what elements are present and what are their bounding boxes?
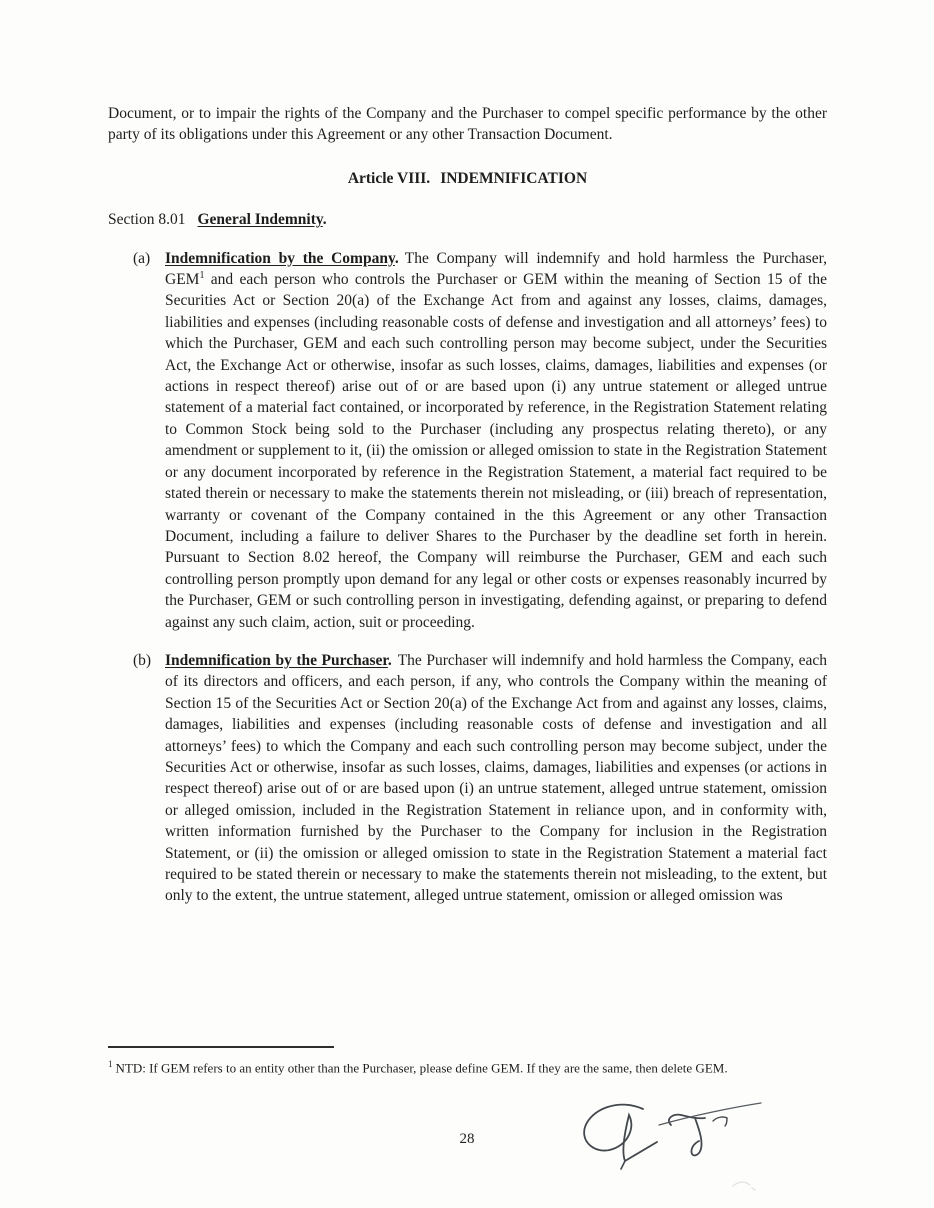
item-text-b: The Purchaser will indemnify and hold harmless the Company, each of its directors and officers, and each person, if any, who controls the Company within the meaning of Section 15 of the Securities Act or Section 20(a) of the Exchange Act from and against any losses, claims, damages, liabilities and expenses (including reasonable costs of defense and investigation and all attorneys’ fees) to which the Company and each such controlling person may become subject, under the Securities Act or otherwise, insofar as such losses, claims, damages, liabilities and expenses (or actions in respect thereof) arise out of or are based upon (i) an untrue statement, alleged untrue statement, omission or alleged omission, included in the Registration Statement in reliance upon, and in conformity with, written information furnished by the Purchaser to the Company for inclusion in the Registration Statement, or (ii) the omission or alleged omission to state in the Registration Statement a material fact required to be stated therein or necessary to make the statements therein not misleading, to the extent, but only to the extent, the untrue statement, alleged untrue statement, omission or alleged omission was (165, 651, 827, 905)
footnote-divider (108, 1046, 334, 1048)
item-marker-b: (b) (133, 651, 152, 669)
article-heading (108, 168, 827, 189)
item-heading-suffix-b: . (387, 651, 392, 669)
section-title: General Indemnity (197, 211, 323, 229)
item-text-a-pre: The Company will indemnify and hold harmless the Purchaser, GEM (165, 249, 827, 289)
item-marker-a: (a) (133, 249, 151, 267)
page-number: 28 (459, 1131, 475, 1147)
pencil-mark (730, 1176, 760, 1192)
intro-paragraph: Document, or to impair the rights of the Company and the Purchaser to compel specific performance by the other party of its obligations under this Agreement or any other Transaction Document. (108, 105, 827, 144)
footnote (108, 1054, 827, 1079)
footnote-marker: 1 (108, 1059, 113, 1069)
item-heading-a: Indemnification by the Company (165, 249, 395, 267)
item-body-a (165, 248, 827, 633)
list-item-b (108, 650, 827, 907)
handwritten-initials (575, 1095, 795, 1175)
section-label: Section 8.01 (108, 211, 186, 229)
footnote-reference: 1 (199, 269, 205, 281)
item-heading-suffix-a: . (394, 249, 399, 267)
section-heading (108, 209, 827, 230)
footnote-text: NTD: If GEM refers to an entity other than the Purchaser, please define GEM. If they are the same, then delete GEM. (115, 1060, 728, 1076)
item-heading-b: Indemnification by the Purchaser (165, 651, 388, 669)
item-text-a-post: and each person who controls the Purchaser or GEM within the meaning of Section 15 of the Securities Act or Section 20(a) of the Exchange Act from and against any losses, claims, damages, liabilities and expenses (including reasonable costs of defense and investigation and all attorneys’ fees) to which the Purchaser, GEM and each such controlling person may become subject, under the Securities Act, the Exchange Act or otherwise, insofar as such losses, claims, damages, liabilities and expenses (or actions in respect thereof) arise out of or are based upon (i) any untrue statement or alleged untrue statement of a material fact contained, or incorporated by reference, in the Registration Statement relating to Common Stock being sold to the Purchaser (including any prospectus relating thereto), or any amendment or supplement to it, (ii) the omission or alleged omission to state in the Registration Statement or any document incorporated by reference in the Registration Statement, a material fact required to be stated therein or necessary to make the statements therein not misleading, or (iii) breach of representation, warranty or covenant of the Company contained in the this Agreement or any other Transaction Document, including a failure to deliver Shares to the Purchaser by the deadline set forth in herein. Pursuant to Section 8.02 hereof, the Company will reimburse the Purchaser, GEM and each such controlling person promptly upon demand for any legal or other costs or expenses reasonably incurred by the Purchaser, GEM or such controlling person in investigating, defending against, or preparing to defend against any such claim, action, suit or proceeding. (165, 271, 827, 631)
item-body-b (165, 650, 827, 907)
document-body (108, 103, 827, 907)
footnote-block (108, 1046, 827, 1079)
article-title: INDEMNIFICATION (440, 169, 588, 187)
section-suffix: . (322, 211, 327, 229)
list-item-a (108, 248, 827, 633)
article-label: Article VIII. (347, 169, 431, 187)
